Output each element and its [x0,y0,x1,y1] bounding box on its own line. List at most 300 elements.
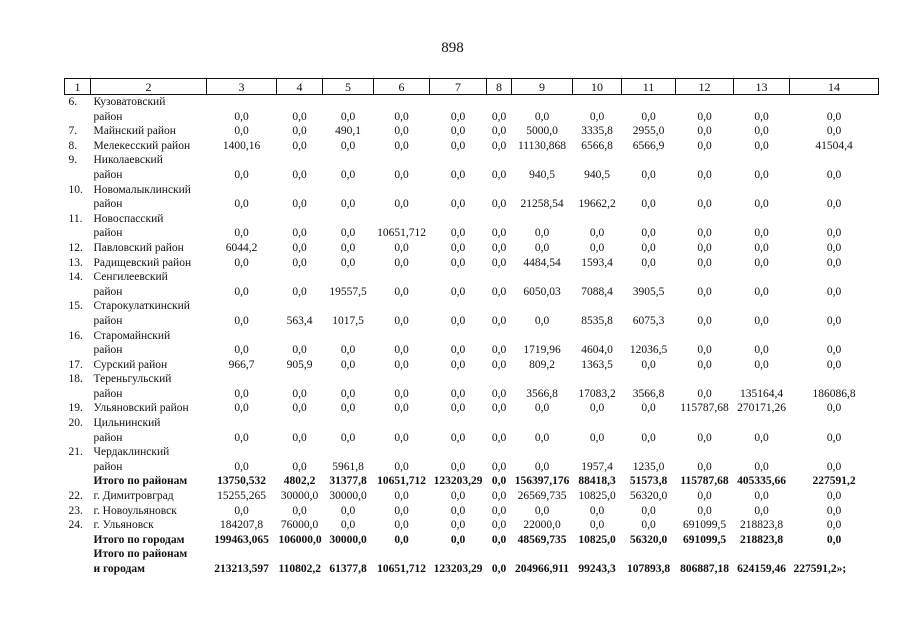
value-cell: 0,0 [450,490,466,503]
value-cell: 0,0 [534,227,550,240]
row-name: Майнский район [93,125,176,138]
value-cell: 0,0 [234,125,249,138]
row-name-continuation: район [93,168,123,181]
value-cell: 0,0 [234,460,249,473]
table-row [65,168,879,183]
row-spacer [207,183,879,198]
table-row-name-line [65,329,879,344]
row-name-continuation: район [93,344,123,357]
value-cell: 17083,2 [578,387,616,400]
table-row-name-line [65,547,879,562]
value-cell: 88418,3 [578,475,616,488]
value-cell: 1017,5 [332,314,364,327]
table-row-name-line [65,372,879,387]
value-cell: 0,0 [697,387,712,400]
value-cell: 7088,4 [581,285,613,298]
value-cell: 0,0 [450,314,466,327]
value-cell: 0,0 [450,504,466,517]
value-cell: 186086,8 [812,387,856,400]
value-cell: 0,0 [534,431,550,444]
value-cell: 0,0 [491,519,507,532]
value-cell: 4802,2 [283,475,316,488]
row-number: 11. [68,212,83,225]
value-cell: 0,0 [754,314,769,327]
column-header: 5 [323,79,374,95]
row-name: Итого по городам [93,533,185,546]
value-cell: 0,0 [450,168,466,181]
column-header: 14 [790,79,879,95]
value-cell: 4484,54 [523,256,561,269]
value-cell: 0,0 [394,241,409,254]
value-cell: 0,0 [589,241,605,254]
value-cell: 106000,0 [278,533,322,546]
value-cell: 22000,0 [523,519,561,532]
table-row [65,139,879,154]
value-cell: 0,0 [292,256,307,269]
value-cell: 3905,5 [632,285,665,298]
value-cell: 0,0 [340,519,356,532]
value-cell: 10651,712 [377,475,426,488]
row-number: 10. [68,183,83,196]
value-cell: 0,0 [754,504,769,517]
value-cell: 966,7 [228,358,255,371]
row-name: Сенгилеевский [93,271,168,284]
value-cell: 0,0 [697,490,712,503]
row-number: 6. [68,96,78,108]
row-name: Ульяновский район [93,402,189,415]
row-name: Тереньгульский [93,373,172,386]
value-cell: 10651,712 [377,227,426,240]
value-cell: 6566,8 [581,139,613,152]
value-cell: 0,0 [394,344,409,357]
value-cell: 15255,265 [217,490,266,503]
value-cell: 0,0 [491,139,507,152]
table-row [65,431,879,446]
value-cell: 0,0 [340,358,356,371]
value-cell: 0,0 [641,402,656,415]
value-cell: 0,0 [641,241,656,254]
value-cell: 0,0 [826,168,842,181]
table-row-name-line [65,416,879,431]
value-cell: 0,0 [697,314,712,327]
value-cell: 0,0 [697,344,712,357]
value-cell: 51573,8 [629,475,668,488]
value-cell: 0,0 [491,460,507,473]
column-header: 11 [622,79,676,95]
value-cell: 21258,54 [520,198,564,211]
value-cell: 0,0 [697,198,712,211]
value-cell: 0,0 [697,460,712,473]
value-cell: 0,0 [826,519,842,532]
row-name: Новомалыклинский [93,183,191,196]
value-cell: 0,0 [450,227,466,240]
value-cell: 0,0 [234,504,249,517]
value-cell: 0,0 [394,402,409,415]
row-spacer [207,212,879,227]
row-name: Новоспасский [93,212,164,225]
value-cell: 0,0 [534,460,550,473]
value-cell: 31377,8 [329,475,367,488]
value-cell: 115787,68 [680,475,729,488]
value-cell: 0,0 [292,241,307,254]
value-cell: 0,0 [491,387,507,400]
value-cell: 0,0 [826,198,842,211]
value-cell: 0,0 [340,387,356,400]
value-cell: 0,0 [826,256,842,269]
row-number-blank [65,431,91,446]
value-cell: 0,0 [292,139,307,152]
value-cell: 110802,2 [278,563,321,575]
value-cell: 0,0 [234,402,249,415]
value-cell: 0,0 [826,344,842,357]
value-cell: 6044,2 [225,241,258,254]
value-cell: 3335,8 [581,125,613,138]
row-number-blank [65,343,91,358]
value-cell: 13750,532 [217,475,266,488]
value-cell: 3566,8 [526,387,558,400]
value-cell: 5961,8 [332,460,364,473]
table-row [65,285,879,300]
value-cell: 0,0 [534,241,550,254]
table-row-name-line [65,212,879,227]
row-name: Павловский район [93,241,184,254]
value-cell: 1957,4 [581,460,613,473]
table-row [65,518,879,533]
value-cell: 0,0 [234,387,249,400]
value-cell: 0,0 [292,460,307,473]
table-row-name-line [65,153,879,168]
row-number: 20. [68,417,83,430]
row-name: Радищевский район [93,256,192,269]
value-cell: 218823,8 [739,519,784,532]
value-cell: 0,0 [292,285,307,298]
value-cell: 0,0 [292,387,307,400]
value-cell: 1593,4 [581,256,613,269]
row-name-continuation: район [93,227,123,240]
value-cell: 0,0 [754,358,769,371]
value-cell: 0,0 [450,402,466,415]
table-row [65,358,879,373]
value-cell: 56320,0 [629,490,668,503]
value-cell: 0,0 [641,227,656,240]
value-cell: 0,0 [754,227,769,240]
row-spacer [207,299,879,314]
row-spacer [207,547,879,562]
value-cell: 809,2 [529,358,555,371]
row-name: Цильнинский [93,417,161,430]
row-name-continuation: район [93,314,123,327]
value-cell: 0,0 [826,285,842,298]
value-cell: 0,0 [394,519,409,532]
column-header: 3 [207,79,277,95]
value-cell: 0,0 [589,402,605,415]
value-cell: 0,0 [754,139,769,152]
value-cell: 0,0 [641,198,656,211]
value-cell: 0,0 [826,110,842,123]
table-row [65,226,879,241]
table-row [65,124,879,139]
value-cell: 41504,4 [815,139,853,152]
value-cell: 48569,735 [517,533,567,546]
row-name: Сурский район [93,358,168,371]
value-cell: 0,0 [234,285,249,298]
row-number: 22. [68,490,83,503]
row-number: 23. [68,504,83,517]
value-cell: 0,0 [697,241,712,254]
row-number: 18. [68,373,83,386]
value-cell: 0,0 [292,431,307,444]
table-header-row [65,79,879,95]
row-number-blank [65,562,91,577]
value-cell: 0,0 [450,519,466,532]
table-row [65,489,879,504]
value-cell: 0,0 [450,256,466,269]
value-cell: 0,0 [491,241,507,254]
value-cell: 99243,3 [578,563,616,575]
value-cell: 0,0 [534,402,550,415]
value-cell: 0,0 [534,314,550,327]
value-cell: 0,0 [491,490,507,503]
row-number-blank [65,226,91,241]
value-cell: 0,0 [394,198,409,211]
value-cell: 270171,26 [737,402,786,415]
value-cell: 0,0 [754,490,769,503]
value-cell: 0,0 [340,431,356,444]
row-number-blank [65,285,91,300]
value-cell: 0,0 [491,402,507,415]
value-cell: 61377,8 [329,563,367,575]
value-cell: 76000,0 [280,519,319,532]
value-cell: 0,0 [697,285,712,298]
value-cell: 0,0 [234,227,249,240]
value-cell: 0,0 [450,344,466,357]
value-cell: 10825,0 [578,533,616,546]
value-cell: 0,0 [491,475,507,488]
row-name: г. Новоульяновск [93,504,177,517]
value-cell: 0,0 [234,168,249,181]
value-cell: 0,0 [491,563,507,575]
value-cell: 0,0 [292,344,307,357]
row-number [65,474,91,489]
row-name: Старокулаткинский [93,300,190,313]
column-header: 6 [374,79,430,95]
value-cell: 0,0 [491,227,507,240]
row-name: г. Ульяновск [93,519,154,532]
value-cell: 11130,868 [517,139,567,152]
row-spacer [207,270,879,285]
value-cell: 0,0 [491,110,507,123]
value-cell: 10825,0 [578,490,616,503]
value-cell: 0,0 [641,256,656,269]
row-number: 16. [68,329,83,342]
value-cell: 0,0 [340,241,356,254]
row-number [65,547,91,562]
closing-quote-mark: »; [836,563,847,575]
value-cell: 0,0 [754,168,769,181]
row-number-blank [65,168,91,183]
value-cell: 0,0 [292,198,307,211]
value-cell: 0,0 [589,227,605,240]
value-cell: 0,0 [394,358,409,371]
value-cell: 0,0 [450,533,466,546]
value-cell: 0,0 [826,533,842,546]
value-cell: 0,0 [292,125,307,138]
row-name: Чердаклинский [93,446,170,459]
row-name-continuation: район [93,110,123,123]
value-cell: 691099,5 [682,519,727,532]
column-header: 7 [430,79,487,95]
value-cell: 0,0 [754,256,769,269]
value-cell: 0,0 [292,402,307,415]
value-cell: 0,0 [394,460,409,473]
value-cell: 0,0 [697,110,712,123]
value-cell: 0,0 [292,227,307,240]
value-cell: 0,0 [589,110,605,123]
table-row [65,504,879,519]
column-header: 12 [676,79,734,95]
value-cell: 30000,0 [280,490,319,503]
value-cell: 135164,4 [739,387,784,400]
value-cell: 0,0 [826,314,842,327]
value-cell: 0,0 [394,285,409,298]
value-cell: 0,0 [697,139,712,152]
value-cell: 0,0 [450,460,466,473]
row-number: 19. [68,402,83,415]
row-name-continuation: и городам [93,563,145,575]
value-cell: 0,0 [292,504,307,517]
value-cell: 0,0 [754,460,769,473]
value-cell: 940,5 [584,168,610,181]
value-cell: 0,0 [641,168,656,181]
value-cell: 30000,0 [329,533,367,546]
value-cell: 26569,735 [517,490,567,503]
value-cell: 0,0 [491,256,507,269]
table-row-name-line [65,95,879,110]
value-cell: 30000,0 [329,490,367,503]
value-cell: 0,0 [394,387,409,400]
value-cell: 0,0 [826,241,842,254]
value-cell: 0,0 [450,358,466,371]
value-cell: 2955,0 [632,125,665,138]
value-cell: 0,0 [394,314,409,327]
value-cell: 0,0 [697,358,712,371]
row-name-continuation: район [93,198,123,211]
value-cell: 0,0 [292,168,307,181]
value-cell: 806887,18 [680,563,729,575]
table-row [65,197,879,212]
row-number: 13. [68,256,83,269]
row-number-blank [65,387,91,402]
column-header: 10 [573,79,622,95]
value-cell: 0,0 [234,314,249,327]
value-cell: 6050,03 [523,285,561,298]
value-cell: 0,0 [491,504,507,517]
row-number: 21. [68,446,83,459]
table-row-name-line [65,299,879,314]
value-cell: 1400,16 [222,139,261,152]
value-cell: 0,0 [754,198,769,211]
value-cell: 0,0 [826,125,842,138]
value-cell: 0,0 [826,402,842,415]
value-cell: 0,0 [697,125,712,138]
table-row [65,460,879,475]
value-cell: 19662,2 [578,198,616,211]
table-row [65,562,879,577]
data-table [64,78,879,577]
value-cell: 0,0 [394,125,409,138]
value-cell: 1363,5 [581,358,613,371]
value-cell: 0,0 [234,431,249,444]
value-cell: 0,0 [641,504,656,517]
value-cell: 0,0 [450,110,466,123]
row-number: 15. [68,300,83,313]
value-cell: 0,0 [234,256,249,269]
value-cell: 691099,5 [682,533,727,546]
value-cell [790,562,879,577]
value-cell: 0,0 [826,227,842,240]
row-name-continuation: район [93,431,123,444]
value-cell: 0,0 [340,139,356,152]
last-total-value: 227591,2 [793,563,837,575]
value-cell: 6566,9 [632,139,665,152]
value-cell: 0,0 [589,519,605,532]
value-cell: 0,0 [491,431,507,444]
column-header: 1 [65,79,91,95]
value-cell: 0,0 [534,504,550,517]
value-cell: 107893,8 [626,563,671,575]
value-cell: 0,0 [826,490,842,503]
table-row-name-line [65,183,879,198]
value-cell: 227591,2 [812,475,856,488]
value-cell: 0,0 [340,344,356,357]
value-cell: 0,0 [394,431,409,444]
value-cell: 0,0 [697,504,712,517]
value-cell: 0,0 [754,431,769,444]
row-spacer [207,445,879,460]
value-cell: 0,0 [826,504,842,517]
value-cell: 0,0 [754,110,769,123]
table-row-name-line [65,445,879,460]
value-cell: 0,0 [491,198,507,211]
value-cell: 0,0 [826,358,842,371]
row-number-blank [65,314,91,329]
row-name: Старомайнский [93,329,171,342]
value-cell: 0,0 [491,168,507,181]
row-spacer [207,153,879,168]
value-cell: 0,0 [697,256,712,269]
value-cell: 0,0 [450,139,466,152]
column-header: 13 [734,79,790,95]
value-cell: 0,0 [394,110,409,123]
value-cell: 905,9 [286,358,313,371]
value-cell: 56320,0 [629,533,668,546]
value-cell: 0,0 [491,285,507,298]
value-cell: 1719,96 [523,344,561,357]
value-cell: 0,0 [450,241,466,254]
value-cell: 8535,8 [581,314,613,327]
column-header: 4 [277,79,323,95]
row-spacer [207,95,879,110]
table-row [65,474,879,489]
value-cell: 0,0 [589,431,605,444]
row-number: 24. [68,519,83,532]
row-spacer [207,416,879,431]
value-cell: 405335,66 [737,475,786,488]
value-cell: 0,0 [394,490,409,503]
value-cell: 0,0 [754,285,769,298]
value-cell: 0,0 [491,125,507,138]
value-cell: 218823,8 [739,533,784,546]
